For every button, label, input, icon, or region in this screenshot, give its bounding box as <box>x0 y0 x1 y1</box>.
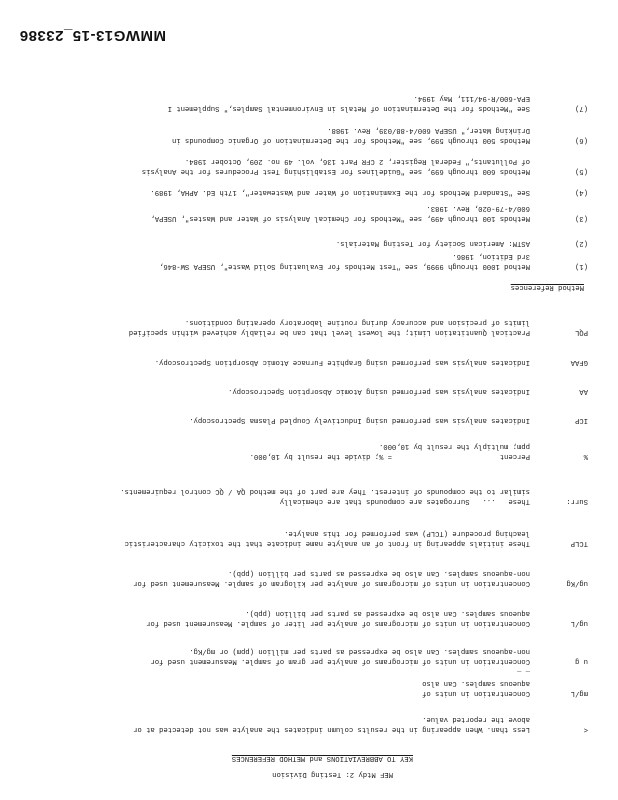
document-header: MEF Mtdy 2: Testing Division <box>272 770 393 778</box>
reference-text-line: See "Standard Methods for the Examination of Water and Wastewater", 17th Ed. APHA, 1989. <box>150 188 530 196</box>
abbreviation-definition-line: Concentration in units of micrograms of analyte per liter of sample. Measurement used for <box>146 619 530 627</box>
reference-text-line: EPA-600/R-94/111, May 1994. <box>413 94 530 102</box>
reference-text-line: of Pollutants," Federal Register, 2 CFR Part 136, vol. 49 no. 209, October 1984. <box>184 157 530 165</box>
abbreviation-definition-line: Less than. When appearing in the results column indicates the analyte was not detected at or <box>133 725 530 733</box>
reference-text-line: Drinking Water," USEPA 600/4-88/039, Rev. 1988. <box>327 126 530 134</box>
reference-number: (6) <box>575 136 588 144</box>
abbreviation-definition-line: _ _ <box>517 669 530 677</box>
abbreviation-term: TCLP <box>570 539 588 547</box>
abbreviation-term: ug/Kg <box>566 579 588 587</box>
abbreviation-definition-line: aqueous samples. Can also <box>422 679 530 687</box>
abbreviation-definition-line: non-aqueous samples. Can also be expressed as parts per billion (ppb). <box>228 569 530 577</box>
abbreviation-definition-line: Concentration in units of micrograms of analyte per kilogram of sample. Measurement used for <box>133 579 530 587</box>
reference-number: (1) <box>575 262 588 270</box>
abbreviation-term: mg/L <box>570 689 588 697</box>
abbreviation-definition-line: Concentration in units of micrograms of analyte per gram of sample. Measurement used for <box>150 657 530 665</box>
abbreviation-definition-line: Indicates analysis was performed using Atomic Absorption Spectroscopy. <box>228 387 530 395</box>
reference-text-line: 600/4-79-020, Rev. 1983. <box>426 204 530 212</box>
reference-number: (2) <box>575 239 588 247</box>
reference-text-line: ASTM: American Society for Testing Materials. <box>335 239 530 247</box>
abbreviation-definition-line: Practical Quantitation Limit; the lowest level that can be reliably achieved within specified <box>128 328 530 336</box>
abbreviation-definition-line: Indicates analysis was performed using Graphite Furnace Atomic Absorption Spectroscopy. <box>154 358 530 366</box>
abbreviation-term: PQL <box>575 328 588 336</box>
reference-text-line: Methods 500 through 599, see "Methods for the Determination of Organic Compounds in <box>172 136 530 144</box>
references-heading: Method References <box>510 283 584 291</box>
reference-text-line: Method 1000 through 9999, see "Test Methods for Evaluating Solid Waste", USEPA SW-846, <box>159 262 530 270</box>
abbreviation-definition-line: non-aqueous samples. Can also be expressed as parts per million (ppm) or mg/Kg. <box>189 647 530 655</box>
abbreviation-definition-line: leaching procedure (TCLP) was performed for this analyte. <box>284 529 530 537</box>
abbreviation-definition-line: Percent = %; divide the result by 10,000. <box>249 452 530 460</box>
document-id: MMWG13-15_23386 <box>19 27 166 44</box>
abbreviation-definition-line: above the reported value. <box>422 715 530 723</box>
abbreviation-term: ug/L <box>570 619 588 627</box>
abbreviation-definition-line: similar to the compounds of interest. They are part of the method QA / QC control requirements. <box>120 487 530 495</box>
document-title: KEY TO ABBREVIATIONS and METHOD REFERENCES <box>231 754 413 762</box>
abbreviation-definition-line: These initials appearing in front of an analyte name indicate that the toxicity characteristic <box>124 539 530 547</box>
abbreviation-term: ICP <box>575 416 588 424</box>
abbreviation-term: % <box>583 452 588 460</box>
abbreviation-definition-line: These ... Surrogates are compounds that are chemically <box>279 497 530 505</box>
abbreviation-definition-line: Indicates analysis was performed using Inductively Coupled Plasma Spectroscopy. <box>189 416 530 424</box>
abbreviation-definition-line: aqueous samples. Can also be expressed as parts per billion (ppb). <box>245 609 530 617</box>
reference-text-line: 3rd Edition, 1986. <box>452 252 530 260</box>
abbreviation-term: < <box>583 725 588 733</box>
abbreviation-definition-line: ppm; multiply the result by 10,000. <box>379 442 530 450</box>
reference-text-line: Methods 100 through 499, see "Methods for Chemical Analysis of Water and Wastes", USEPA, <box>150 214 530 222</box>
abbreviation-definition-line: limits of precision and accuracy during routine laboratory operating conditions. <box>184 318 530 326</box>
abbreviation-term: AA <box>579 387 588 395</box>
reference-text-line: See "Methods for the Determination of Metals in Environmental Samples," Supplement I <box>167 104 530 112</box>
abbreviation-definition-line: Concentration in units of <box>422 689 530 697</box>
reference-number: (4) <box>575 188 588 196</box>
abbreviation-term: Surr: <box>566 497 588 505</box>
reference-number: (3) <box>575 214 588 222</box>
abbreviation-term: u g <box>575 657 588 665</box>
reference-number: (7) <box>575 104 588 112</box>
abbreviation-term: GFAA <box>570 358 588 366</box>
reference-number: (5) <box>575 167 588 175</box>
reference-text-line: Methods 600 through 699, see "Guidelines for Establishing Test Procedures for the Analysis <box>141 167 530 175</box>
